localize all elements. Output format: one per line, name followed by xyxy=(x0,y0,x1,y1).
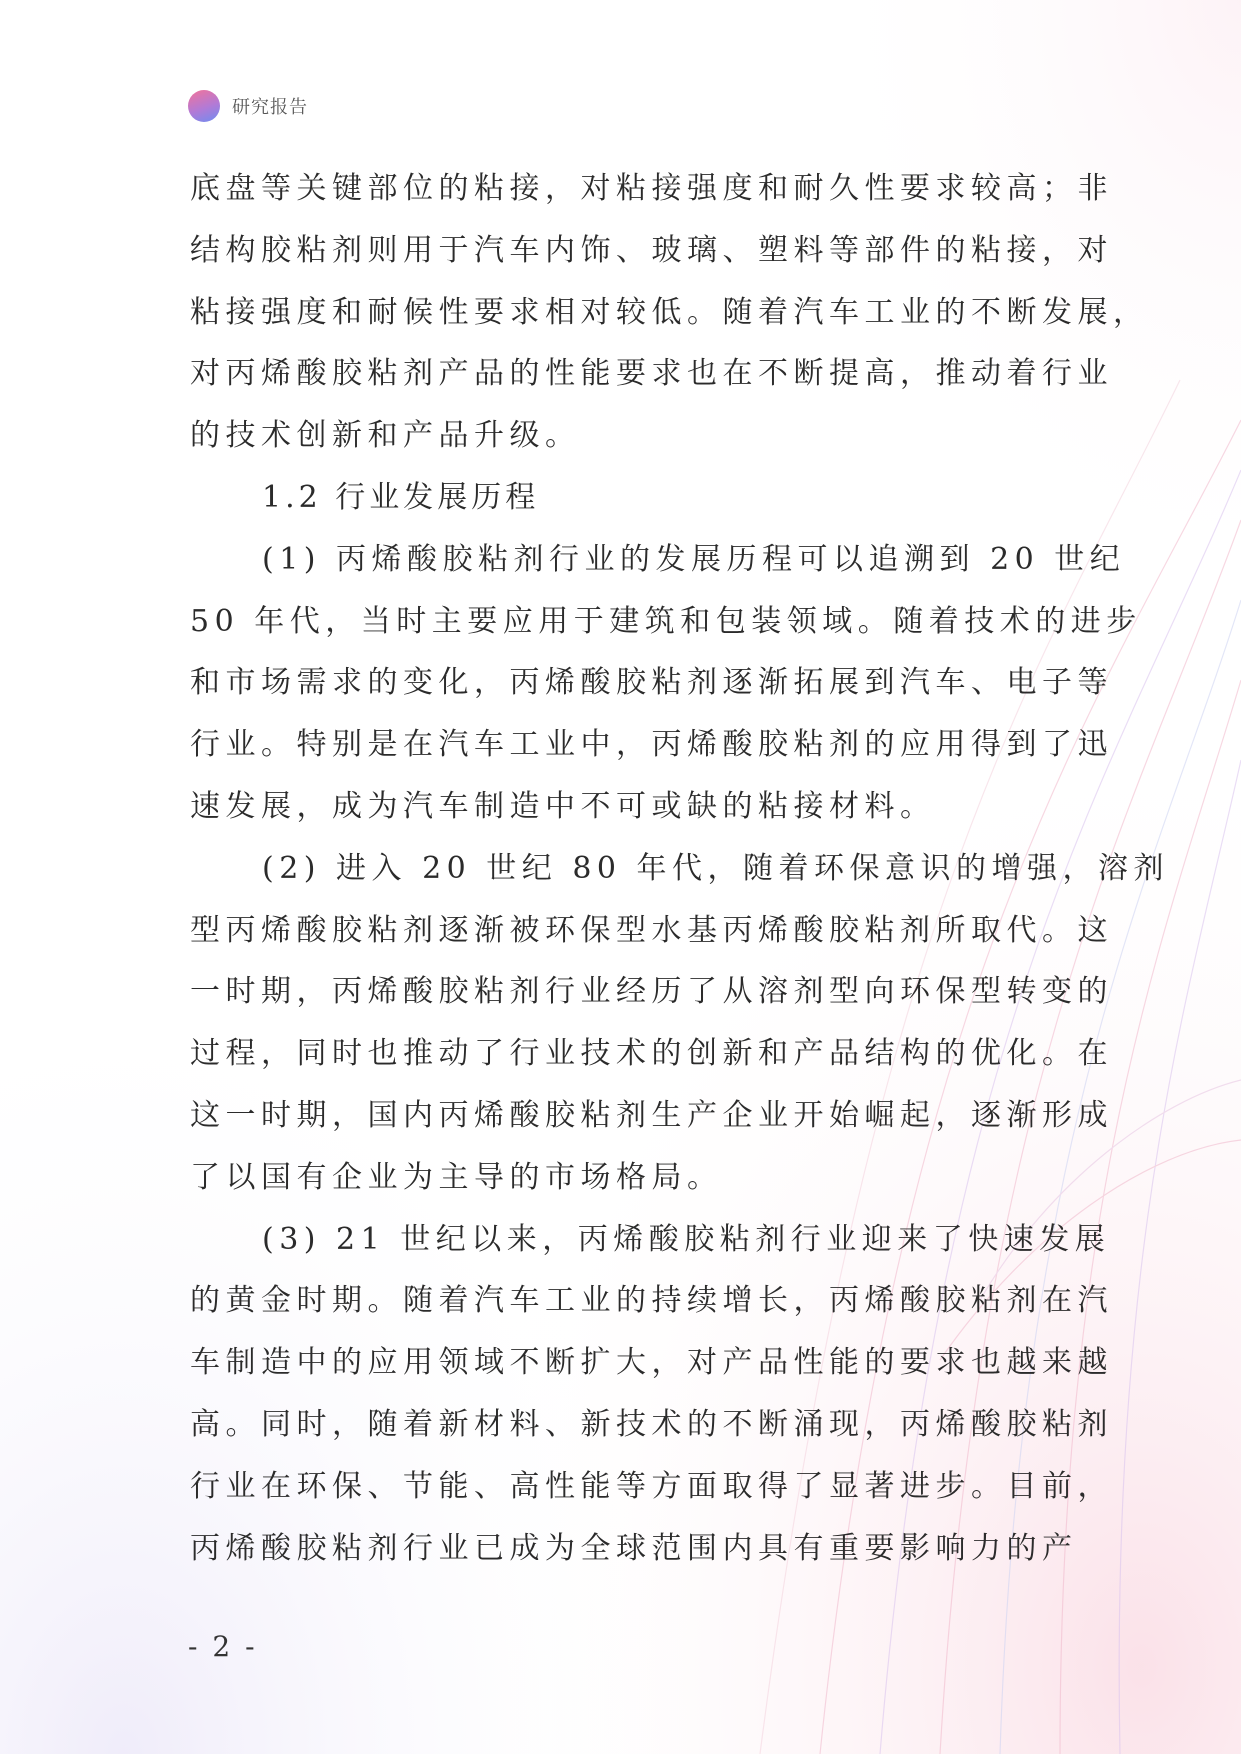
body-line: 粘接强度和耐候性要求相对较低。随着汽车工业的不断发展， xyxy=(190,294,1149,330)
body-line: 了以国有企业为主导的市场格局。 xyxy=(190,1159,723,1195)
body-line: 速发展，成为汽车制造中不可或缺的粘接材料。 xyxy=(190,788,936,824)
body-line: 的黄金时期。随着汽车工业的持续增长，丙烯酸胶粘剂在汽 xyxy=(190,1283,1113,1319)
report-body xyxy=(190,158,1170,1579)
page-number: - 2 - xyxy=(188,1630,258,1663)
body-line: (1) 丙烯酸胶粘剂行业的发展历程可以追溯到 20 世纪 xyxy=(262,541,1126,577)
body-line: 过程，同时也推动了行业技术的创新和产品结构的优化。在 xyxy=(190,1036,1113,1072)
body-line: (3) 21 世纪以来，丙烯酸胶粘剂行业迎来了快速发展 xyxy=(262,1221,1111,1257)
body-line: 这一时期，国内丙烯酸胶粘剂生产企业开始崛起，逐渐形成 xyxy=(190,1097,1113,1133)
body-line: 的技术创新和产品升级。 xyxy=(190,418,581,454)
body-line: 高。同时，随着新材料、新技术的不断涌现，丙烯酸胶粘剂 xyxy=(190,1406,1113,1442)
body-line: (2) 进入 20 世纪 80 年代，随着环保意识的增强，溶剂 xyxy=(262,850,1170,886)
body-line: 一时期，丙烯酸胶粘剂行业经历了从溶剂型向环保型转变的 xyxy=(190,974,1113,1010)
body-line: 行业在环保、节能、高性能等方面取得了显著进步。目前， xyxy=(190,1468,1113,1504)
body-line: 50 年代，当时主要应用于建筑和包装领域。随着技术的进步 xyxy=(190,603,1142,639)
page-header xyxy=(188,90,308,122)
body-line: 型丙烯酸胶粘剂逐渐被环保型水基丙烯酸胶粘剂所取代。这 xyxy=(190,912,1113,948)
body-line: 车制造中的应用领域不断扩大，对产品性能的要求也越来越 xyxy=(190,1345,1113,1381)
body-line: 底盘等关键部位的粘接，对粘接强度和耐久性要求较高；非 xyxy=(190,171,1113,206)
logo-icon xyxy=(188,90,220,122)
body-line: 和市场需求的变化，丙烯酸胶粘剂逐渐拓展到汽车、电子等 xyxy=(190,665,1113,701)
body-line: 行业。特别是在汽车工业中，丙烯酸胶粘剂的应用得到了迅 xyxy=(190,727,1113,763)
section-heading: 1.2 行业发展历程 xyxy=(262,479,540,515)
header-label: 研究报告 xyxy=(232,97,308,118)
body-line: 丙烯酸胶粘剂行业已成为全球范围内具有重要影响力的产 xyxy=(190,1530,1078,1566)
body-line: 结构胶粘剂则用于汽车内饰、玻璃、塑料等部件的粘接，对 xyxy=(190,232,1113,268)
body-line: 对丙烯酸胶粘剂产品的性能要求也在不断提高，推动着行业 xyxy=(190,356,1113,392)
